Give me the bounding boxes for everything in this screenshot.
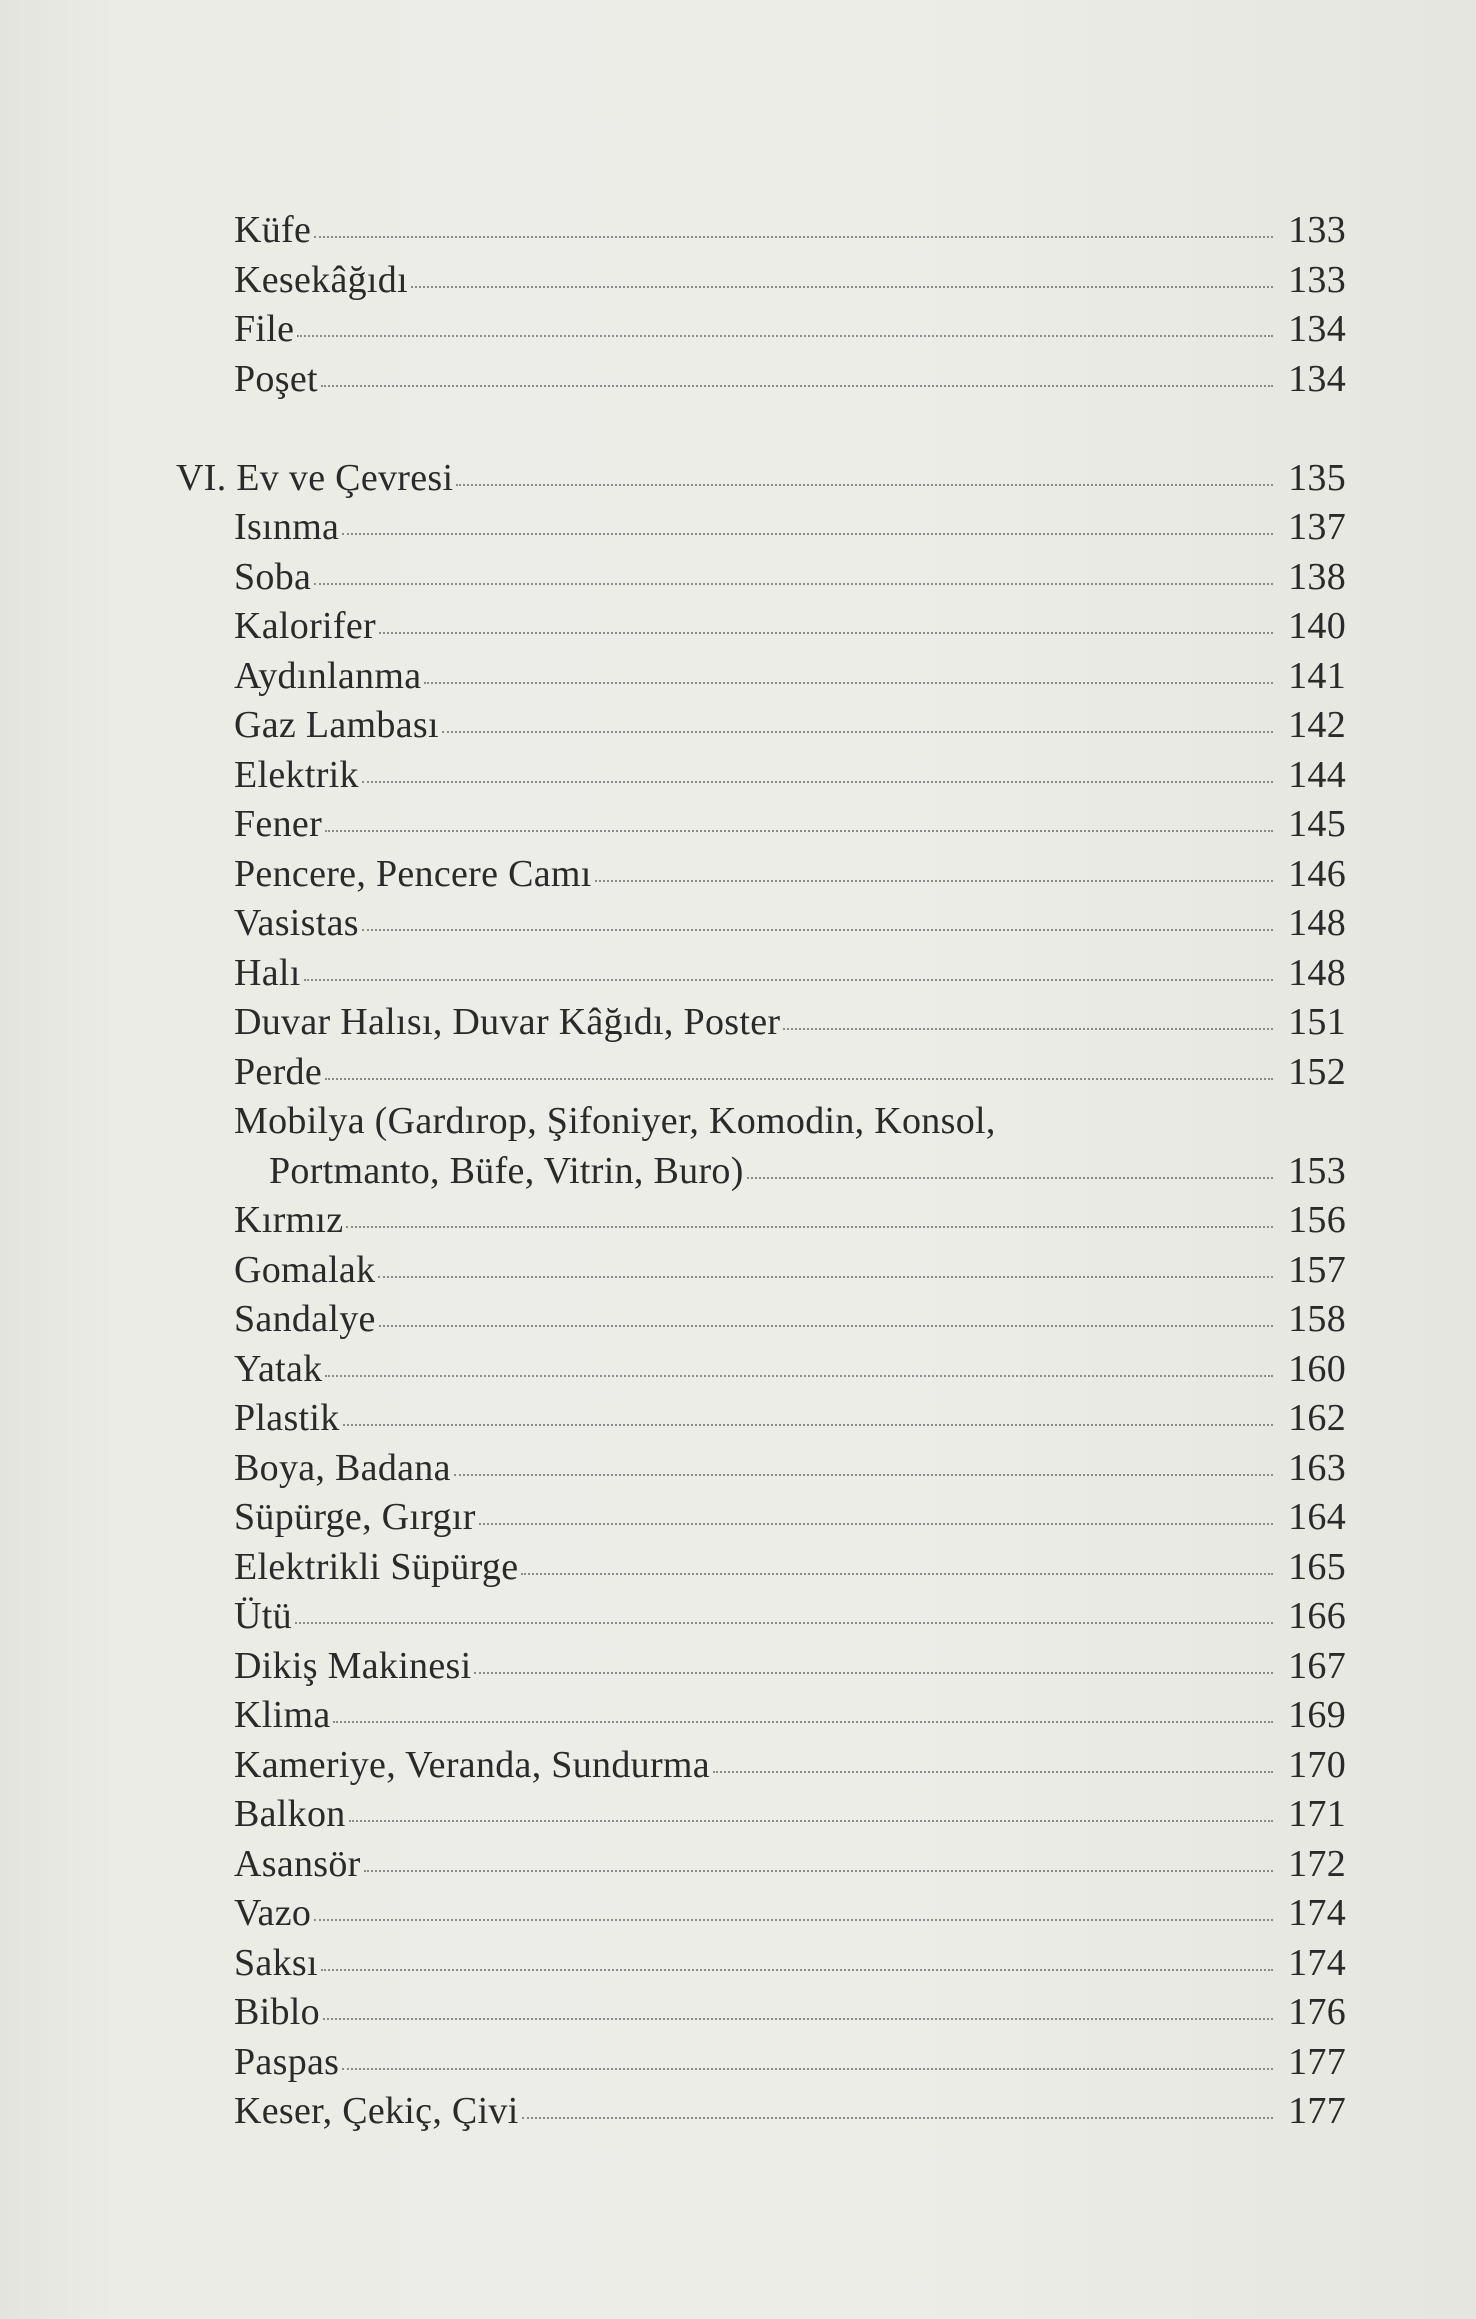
dot-leader (379, 632, 1273, 634)
toc-entry (176, 1939, 1346, 1989)
toc-entry-page: 163 (1288, 1446, 1346, 1489)
dot-leader (346, 1226, 1273, 1228)
dot-leader (747, 1177, 1273, 1179)
toc-chapter-page: 135 (1288, 456, 1346, 499)
toc-entry-page: 177 (1288, 2090, 1346, 2132)
dot-leader (379, 1325, 1273, 1327)
toc-entry (176, 1642, 1346, 1692)
toc-entry-title: Süpürge, Gırgır (234, 1496, 476, 1538)
toc-entry-mobilya-line2 (176, 1147, 1346, 1197)
dot-leader (783, 1028, 1273, 1030)
toc-entry (176, 800, 1346, 850)
toc-entry-title: Asansör (234, 1842, 361, 1885)
dot-leader (325, 1078, 1273, 1080)
toc-entry-title: Halı (234, 951, 301, 994)
table-of-contents (176, 206, 1346, 2137)
dot-leader (325, 830, 1273, 832)
dot-leader (479, 1523, 1273, 1525)
dot-leader (454, 1474, 1273, 1476)
toc-entry (176, 701, 1346, 751)
dot-leader (713, 1771, 1273, 1773)
dot-leader (295, 1622, 1273, 1624)
dot-leader (314, 1919, 1273, 1921)
toc-entry-title: Fener (234, 803, 323, 845)
toc-entry-page: 171 (1288, 1793, 1346, 1835)
toc-entry-title: Mobilya (Gardırop, Şifoniyer, Komodin, Konsol, (234, 1100, 996, 1142)
toc-entry-page: 148 (1288, 951, 1346, 994)
toc-entry-title: Elektrik (234, 753, 359, 796)
toc-entry (176, 751, 1346, 801)
toc-entry (176, 1493, 1346, 1543)
toc-entry-title: Biblo (234, 1991, 320, 2033)
toc-entry-title: Yatak (234, 1347, 323, 1390)
toc-entry-page: 169 (1288, 1694, 1346, 1736)
toc-entry (176, 998, 1346, 1048)
toc-entry-page: 142 (1288, 704, 1346, 746)
toc-entry-title: Kesekâğıdı (234, 258, 408, 301)
toc-chapter (176, 454, 1346, 504)
toc-entry-title: Aydınlanma (234, 654, 422, 697)
toc-entry (176, 1444, 1346, 1494)
dot-leader (342, 2068, 1273, 2070)
toc-entry-title: Ütü (234, 1595, 292, 1637)
toc-entry-page: 145 (1288, 803, 1346, 845)
dot-leader (314, 583, 1273, 585)
toc-entry-title: Balkon (234, 1793, 346, 1835)
dot-leader (321, 385, 1273, 387)
toc-entry-title: Kameriye, Veranda, Sundurma (234, 1743, 710, 1786)
dot-leader (364, 1870, 1273, 1872)
toc-entry-page: 133 (1288, 258, 1346, 301)
toc-entry (176, 1295, 1346, 1345)
toc-chapter-title: VI. Ev ve Çevresi (176, 456, 454, 499)
toc-entry-page: 172 (1288, 1842, 1346, 1885)
toc-entry-page: 174 (1288, 1941, 1346, 1984)
dot-leader (595, 880, 1273, 882)
toc-entry-page: 164 (1288, 1496, 1346, 1538)
dot-leader (333, 1721, 1273, 1723)
toc-entry-page: 167 (1288, 1644, 1346, 1687)
toc-entry-page: 162 (1288, 1397, 1346, 1439)
dot-leader (378, 1276, 1273, 1278)
dot-leader (325, 1375, 1273, 1377)
toc-entry (176, 553, 1346, 603)
toc-entry-title: Kalorifer (234, 605, 376, 647)
toc-entry-title: Vasistas (234, 902, 359, 944)
toc-entry-page: 153 (1288, 1149, 1346, 1192)
dot-leader (297, 335, 1273, 337)
toc-entry-title: Pencere, Pencere Camı (234, 852, 592, 895)
dot-leader (321, 1969, 1273, 1971)
toc-entry (176, 206, 1346, 256)
toc-entry-page: 170 (1288, 1743, 1346, 1786)
toc-entry (176, 1196, 1346, 1246)
toc-entry (176, 899, 1346, 949)
toc-entry (176, 602, 1346, 652)
toc-entry-title: Boya, Badana (234, 1446, 451, 1489)
toc-entry-page: 174 (1288, 1892, 1346, 1934)
toc-entry-page: 152 (1288, 1050, 1346, 1093)
section-gap (176, 404, 1346, 454)
toc-entry (176, 355, 1346, 405)
toc-entry (176, 1592, 1346, 1642)
toc-entry-page: 176 (1288, 1991, 1346, 2033)
toc-entry (176, 256, 1346, 306)
toc-entry-page: 144 (1288, 753, 1346, 796)
toc-entry-page: 148 (1288, 902, 1346, 944)
toc-entry-title: Duvar Halısı, Duvar Kâğıdı, Poster (234, 1001, 781, 1043)
toc-group-2a (176, 503, 1346, 1097)
toc-entry-page: 177 (1288, 2040, 1346, 2083)
toc-entry-page: 160 (1288, 1347, 1346, 1390)
toc-entry-mobilya-line1 (176, 1097, 1346, 1147)
toc-group-2b (176, 1196, 1346, 2137)
dot-leader (411, 286, 1273, 288)
toc-entry-page: 158 (1288, 1298, 1346, 1340)
dot-leader (349, 1820, 1273, 1822)
toc-entry-title: Keser, Çekiç, Çivi (234, 2090, 519, 2132)
toc-entry-page: 157 (1288, 1248, 1346, 1291)
toc-entry-title: Kırmız (234, 1199, 344, 1241)
toc-entry (176, 1345, 1346, 1395)
toc-entry-page: 156 (1288, 1199, 1346, 1241)
toc-entry (176, 2038, 1346, 2088)
toc-entry-title: File (234, 308, 295, 350)
toc-entry (176, 503, 1346, 553)
toc-entry-title: Poşet (234, 357, 318, 400)
toc-entry-title: Dikiş Makinesi (234, 1644, 472, 1687)
toc-entry (176, 652, 1346, 702)
dot-leader (456, 484, 1273, 486)
dot-leader (304, 979, 1273, 981)
dot-leader (343, 1424, 1273, 1426)
toc-entry-page: 140 (1288, 605, 1346, 647)
toc-entry (176, 850, 1346, 900)
toc-entry-page: 133 (1288, 209, 1346, 251)
toc-entry-title: Portmanto, Büfe, Vitrin, Buro) (269, 1149, 744, 1192)
toc-entry-page: 151 (1288, 1001, 1346, 1043)
toc-entry-title: Sandalye (234, 1298, 376, 1340)
toc-entry (176, 305, 1346, 355)
toc-entry-title: Gaz Lambası (234, 704, 439, 746)
toc-entry (176, 1790, 1346, 1840)
toc-entry-title: Küfe (234, 209, 312, 251)
dot-leader (522, 2117, 1273, 2119)
toc-entry (176, 1741, 1346, 1791)
toc-entry-title: Perde (234, 1050, 323, 1093)
toc-entry-page: 141 (1288, 654, 1346, 697)
toc-entry-page: 134 (1288, 357, 1346, 400)
toc-entry (176, 949, 1346, 999)
dot-leader (323, 2018, 1273, 2020)
toc-entry (176, 1889, 1346, 1939)
toc-entry-page: 137 (1288, 506, 1346, 548)
toc-entry-page: 146 (1288, 852, 1346, 895)
dot-leader (342, 533, 1273, 535)
dot-leader (442, 731, 1273, 733)
toc-entry (176, 1394, 1346, 1444)
toc-entry-title: Plastik (234, 1397, 340, 1439)
toc-entry-page: 166 (1288, 1595, 1346, 1637)
dot-leader (474, 1672, 1273, 1674)
toc-entry-title: Vazo (234, 1892, 312, 1934)
toc-entry (176, 2087, 1346, 2137)
toc-entry-title: Klima (234, 1694, 331, 1736)
toc-entry-title: Saksı (234, 1941, 318, 1984)
dot-leader (362, 929, 1273, 931)
toc-entry-title: Isınma (234, 506, 340, 548)
dot-leader (424, 682, 1273, 684)
toc-entry (176, 1691, 1346, 1741)
toc-entry-page: 165 (1288, 1545, 1346, 1588)
toc-entry (176, 1543, 1346, 1593)
toc-entry (176, 1840, 1346, 1890)
toc-entry (176, 1988, 1346, 2038)
toc-entry-title: Elektrikli Süpürge (234, 1545, 519, 1588)
toc-entry-page: 138 (1288, 555, 1346, 598)
toc-entry-page: 134 (1288, 308, 1346, 350)
dot-leader (314, 236, 1273, 238)
toc-group-1 (176, 206, 1346, 404)
dot-leader (521, 1573, 1273, 1575)
toc-entry-title: Gomalak (234, 1248, 376, 1291)
toc-entry-title: Paspas (234, 2040, 340, 2083)
dot-leader (362, 781, 1273, 783)
toc-entry-title: Soba (234, 555, 312, 598)
toc-entry (176, 1246, 1346, 1296)
toc-entry (176, 1048, 1346, 1098)
